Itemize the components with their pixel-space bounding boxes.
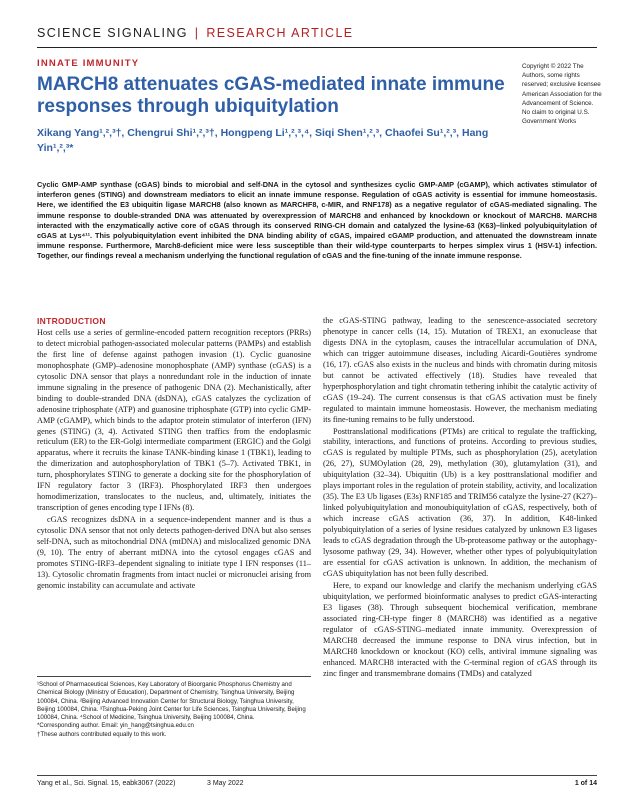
copyright-notice: Copyright © 2022 The Authors, some rights reserved; exclusive licensee American Association for the Advancement of Science. No claim to original U.S. Government Works <box>522 63 602 126</box>
body-paragraph: Host cells use a series of germline-encoded pattern recognition receptors (PRRs) to detect microbial pathogen-associated molecular patterns (PAMPs) and establish the first line of defense against pathogen invasion (1). Cyclic guanosine monophosphate (GMP)–adenosine monophosphate (AMP) synthase (cGAS) is a cytosolic DNA sensor that plays a nonredundant role in the induction of innate immune signaling in the presence of pathogenic DNA (2). Mechanistically, after binding to double-stranded DNA (dsDNA), cGAS catalyzes the cyclization of adenosine triphosphate (ATP) and guanosine triphosphate (GTP) into cyclic GMP-AMP (cGAMP), which binds to the adaptor protein stimulator of interferon (IFN) genes (STING) (3, 4). Activated STING then traffics from the endoplasmic reticulum (ER) to the ER-Golgi intermediate compartment (ERGIC) and the Golgi apparatus, where it recruits the kinase TANK-binding kinase 1 (TBK1), leading to the dimerization and autophosphorylation of TBK1 (5–7). Activated TBK1, in turn, phosphorylates STING to generate a docking site for the phosphorylation of IFN regulatory factor 3 (IRF3). Phosphorylated IRF3 then undergoes homodimerization, translocates to the nucleus, and, ultimately, initiates the transcription of genes encoding type I IFNs (8). <box>37 327 311 513</box>
abstract: Cyclic GMP-AMP synthase (cGAS) binds to microbial and self-DNA in the cytosol and synthesizes cyclic GMP-AMP (cGAMP), which activates stimulator of interferon genes (STING) and downstream mediators to elicit an innate immune response. Regulation of cGAS activity is essential for immune homeostasis. Here, we identified the E3 ubiquitin ligase MARCH8 (also known as MARCHF8, c-MIR, and RNF178) as a negative regulator of cGAS-mediated signaling. The immune response to double-stranded DNA was attenuated by overexpression of MARCH8 and enhanced by knockdown or knockout of MARCH8. MARCH8 interacted with the enzymatically active core of cGAS through its conserved RING-CH domain and catalyzed the lysine-63 (K63)–linked polyubiquitylation of cGAS at Lys⁴¹¹. This polyubiquitylation event inhibited the DNA binding ability of cGAS, impaired cGAMP production, and attenuated the downstream innate immune response. Furthermore, March8-deficient mice were less susceptible than their wild-type counterparts to herpes simplex virus 1 (HSV-1) infection. Together, our findings reveal a mechanism underlying the functional regulation of cGAS and the fine-tuning of the innate immune response. <box>37 180 597 261</box>
affiliations: ¹School of Pharmaceutical Sciences, Key Laboratory of Bioorganic Phosphorus Chemistry and Chemical Biology (Ministry of Education), Department of Chemistry, Tsinghua University, Beijing 100084, China. ²Beijing Advanced Innovation Center for Structural Biology, Tsinghua University, Beijing 100084, China. ³Tsinghua-Peking Joint Center for Life Sciences, Tsinghua University, Beijing 100084, China. ⁴School of Medicine, Tsinghua University, Beijing 100084, China. <box>37 681 306 722</box>
journal-header <box>37 26 597 48</box>
article-title: MARCH8 attenuates cGAS-mediated innate immune responses through ubiquitylation <box>37 74 505 117</box>
footer-date: 3 May 2022 <box>207 780 244 787</box>
journal-name-line <box>37 26 597 40</box>
subject-kicker: INNATE IMMUNITY <box>37 58 140 69</box>
section-heading-introduction: INTRODUCTION <box>37 316 106 326</box>
body-paragraph: the cGAS-STING pathway, leading to the senescence-associated secretory phenotype in cancer cells (14, 15). Mutation of TREX1, an exonuclease that digests DNA in the cytoplasm, causes the intracellular accumulation of DNA, which can trigger autoimmune diseases, including Aicardi-Goutières syndrome (16, 17). cGAS also exists in the nucleus and binds with chromatin during mitosis but cannot be activated effectively (18). Studies have revealed that hyperphosphorylation and tight chromatin tethering inhibit the catalytic activity of cGAS (19–24). The current consensus is that cGAS activation must be finely regulated to maintain immune homeostasis. However, the mechanism mediating its fine-tuning remains to be fully understood. <box>323 316 597 424</box>
author-list: Xikang Yang¹,²,³†, Chengrui Shi¹,²,³†, Hongpeng Li¹,²,³,⁴, Siqi Shen¹,²,³, Chaofei Su¹,²,³, Hang Yin¹,²,³* <box>37 127 489 154</box>
corresponding-author-note: *Corresponding author. Email: yin_hang@tsinghua.edu.cn <box>37 722 194 730</box>
body-column-right <box>323 316 597 680</box>
body-paragraph: Posttranslational modifications (PTMs) are critical to regulate the trafficking, stability, interactions, and functions of proteins. According to previous studies, cGAS is regulated by multiple PTMs, such as phosphorylation (25), acetylation (26, 27), SUMOylation (28, 29), methylation (30), glutamylation (31), and ubiquitylation (32–34). Ubiquitin (Ub) is a key posttranslational modifier and plays important roles in the regulation of protein stability, activity, and localization (35). The E3 Ub ligases (E3s) RNF185 and TRIM56 catalyze the lysine-27 (K27)–linked polyubiquitylation and monoubiquitylation of cGAS, respectively, both of which increase cGAS activation (36, 37). In addition, K48-linked polyubiquitylation of a series of lysine residues catalyzed by unknown E3 ligases leads to cGAS degradation through the Ub-proteasome pathway or the autophagy-lysosome pathway (29, 34). However, whether other types of polyubiquitylation are essential for cGAS activation is unknown. In addition, the mechanism of cGAS ubiquitylation has not been fully described. <box>323 426 597 578</box>
journal-name: SCIENCE SIGNALING <box>37 26 188 40</box>
body-column-left <box>37 316 311 593</box>
affiliation-footnotes <box>37 676 311 739</box>
page-footer <box>37 775 597 791</box>
body-paragraph: Here, to expand our knowledge and clarify the mechanism underlying cGAS ubiquitylation, we performed bioinformatic analyses to predict cGAS-interacting E3 ligases (38). Through subsequent biochemical verification, membrane associated ring-CH-type finger 8 (MARCH8) was identified as a negative regulator of cGAS-STING–mediated innate immunity. Overexpression of MARCH8 decreased the immune response to DNA virus infection, but in MARCH8 knockdown or knockout (KO) cells, antiviral immune signaling was enhanced. MARCH8 interacted with the C-terminal region of cGAS through its zinc finger and transmembrane domains (TMDs) and catalyzed <box>323 580 597 678</box>
header-separator: | <box>194 26 200 40</box>
equal-contribution-note: †These authors contributed equally to this work. <box>37 730 167 738</box>
body-paragraph: cGAS recognizes dsDNA in a sequence-independent manner and is thus a cytosolic DNA sensor that not only detects pathogen-derived DNA but also senses self-DNA, such as mitochondrial DNA (mtDNA) and mislocalized genomic DNA (9, 10). The entry of aberrant mtDNA into the cytosol engages cGAS and promotes STING-IRF3–dependent signaling to initiate type I IFN responses (11–13). Cytosolic chromatin fragments from intact nuclei or micronuclei arising from genomic instability can accumulate and activate <box>37 515 311 590</box>
page-number: 1 of 14 <box>574 780 597 787</box>
article-type: RESEARCH ARTICLE <box>206 26 354 40</box>
footer-citation: Yang et al., Sci. Signal. 15, eabk3067 (2022) <box>37 780 176 787</box>
